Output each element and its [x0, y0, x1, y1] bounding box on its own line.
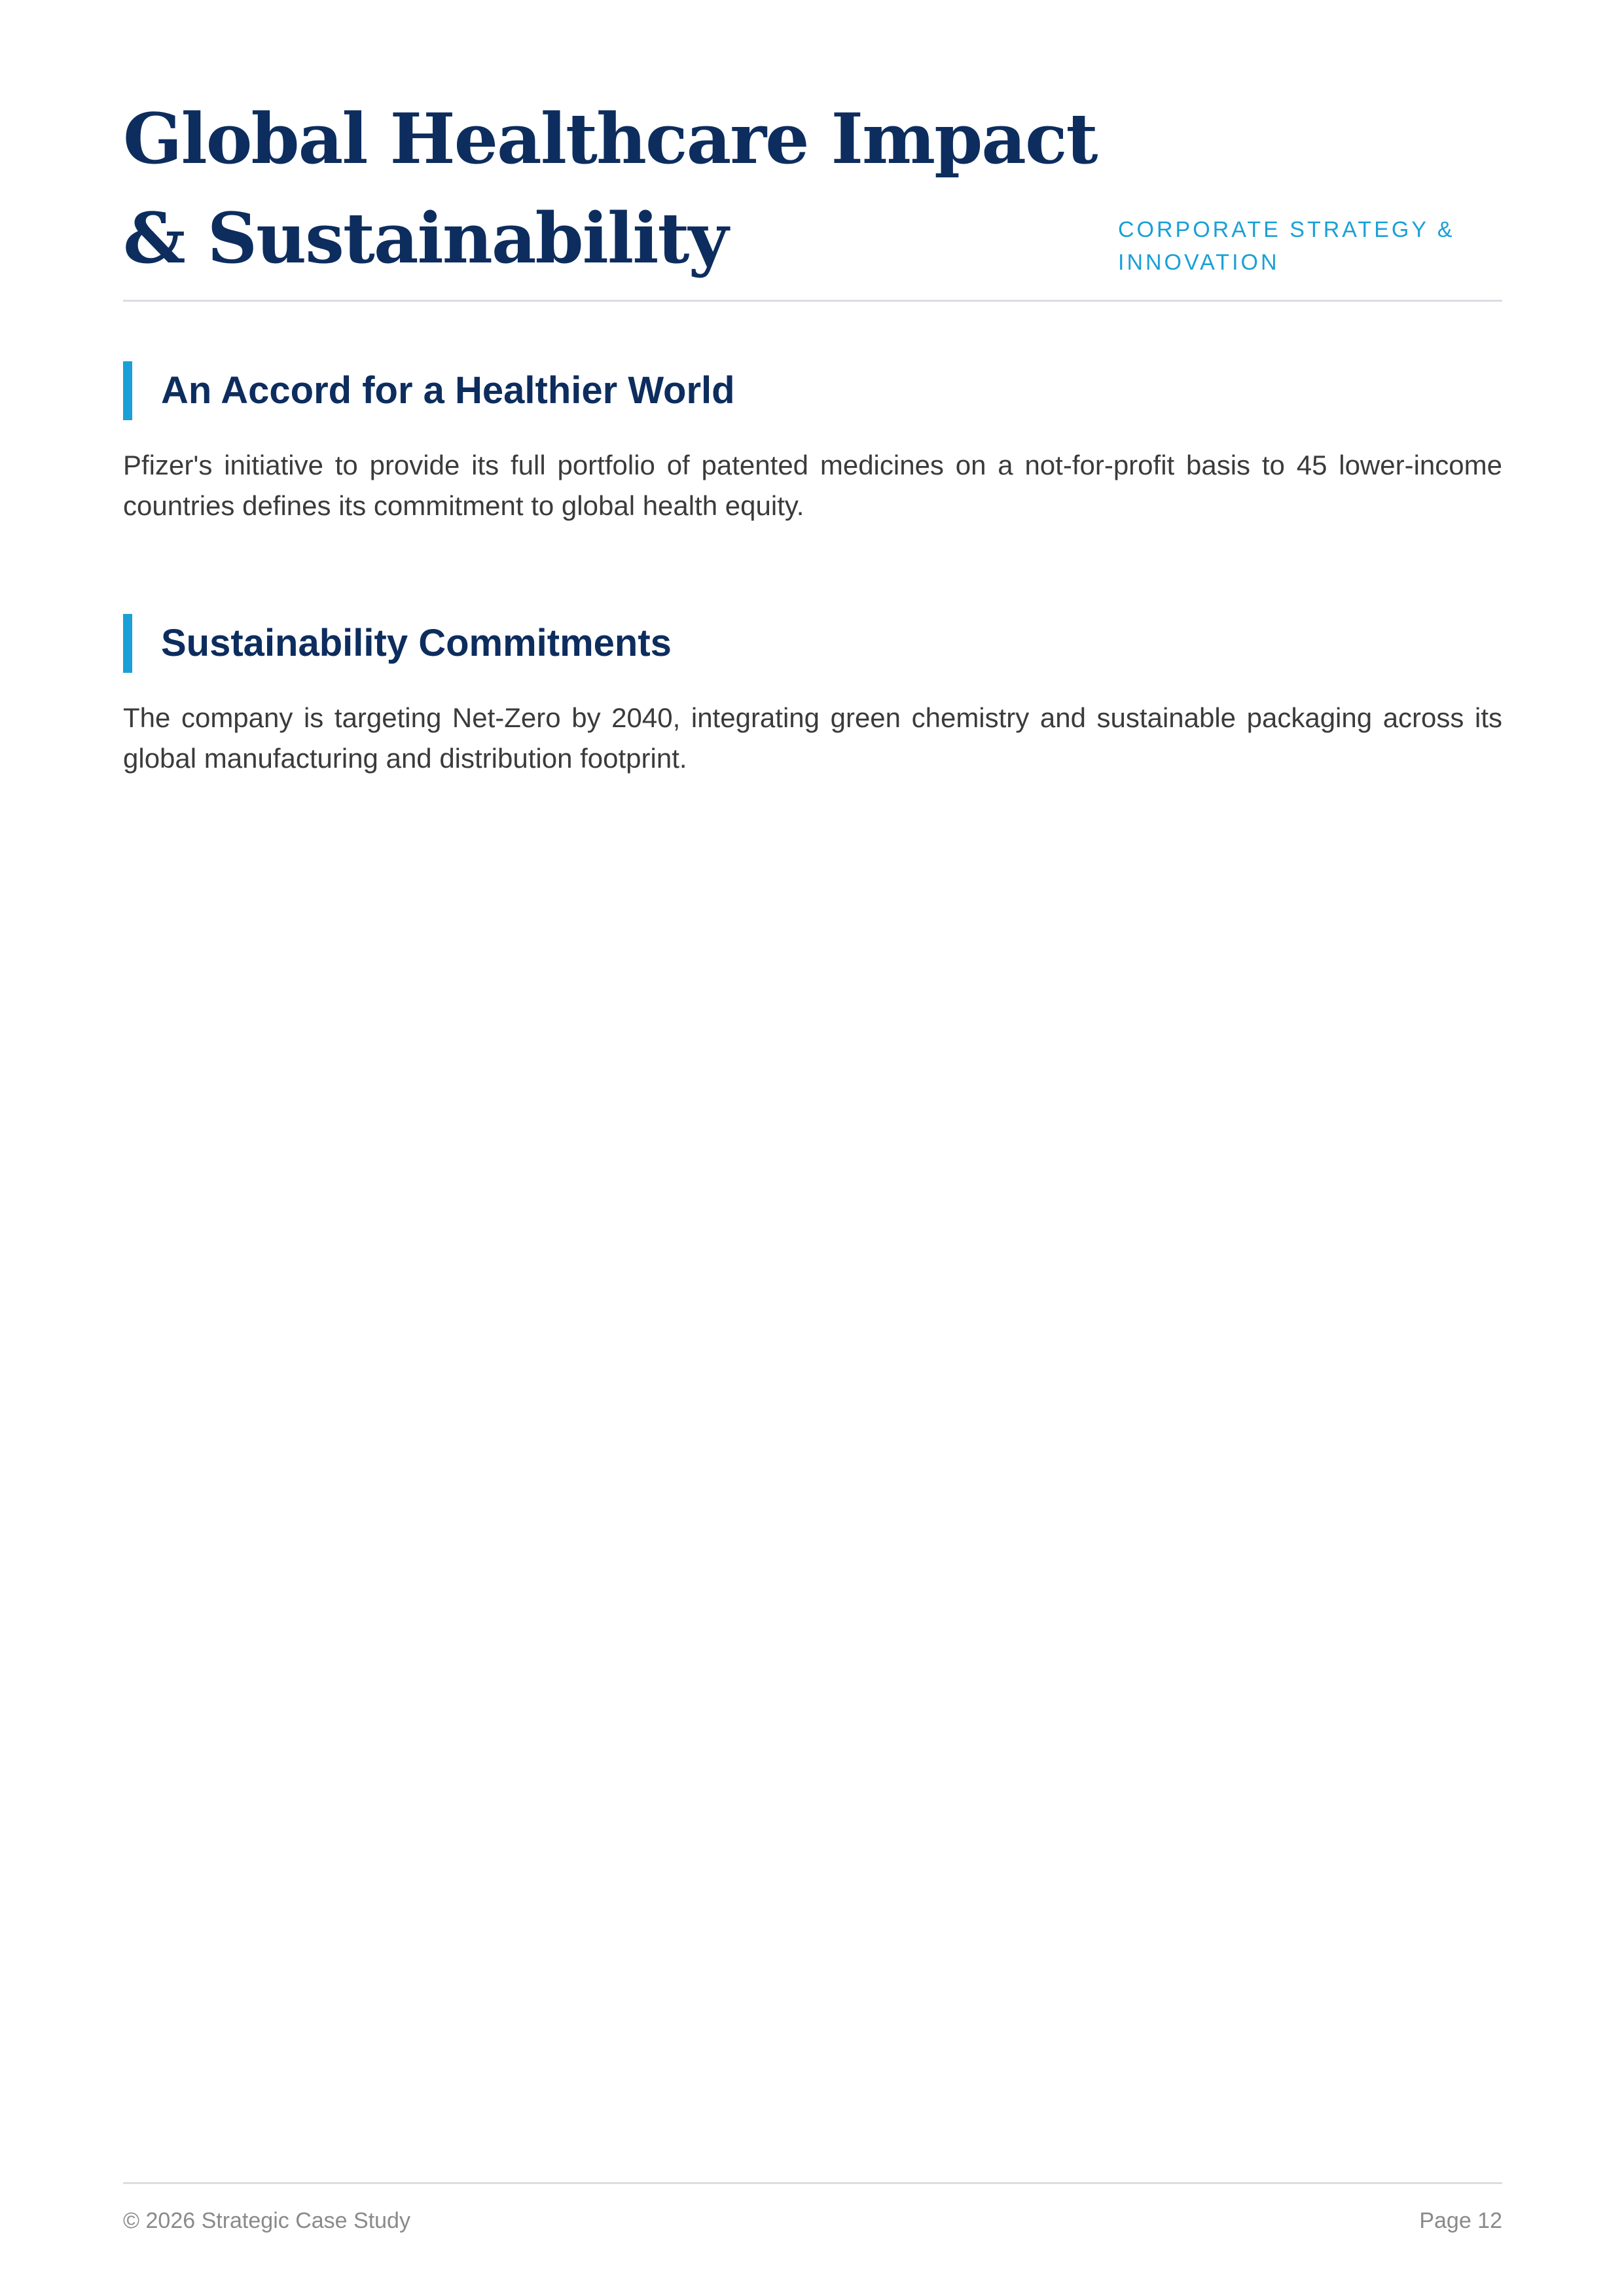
division-label: CORPORATE STRATEGY & INNOVATION — [1118, 217, 1455, 275]
section-body: Pfizer's initiative to provide its full portfolio of patented medicines on a not-for-profit basis to 45 lower-income countries defines its commitment to global health equity. — [123, 450, 1502, 521]
page-header — [123, 85, 1502, 302]
page-title: Global Healthcare Impact & Sustainability — [123, 98, 1097, 279]
section-heading — [123, 614, 1502, 673]
page-footer — [123, 2182, 1502, 2236]
section-body: The company is targeting Net-Zero by 2040, integrating green chemistry and sustainable packaging across its global manufacturing and distribution footprint. — [123, 702, 1502, 774]
section-heading-text: Sustainability Commitments — [161, 622, 672, 664]
accent-bar — [123, 614, 132, 673]
section-sustainability — [123, 614, 1502, 779]
section-accord — [123, 361, 1502, 526]
section-heading-text: An Accord for a Healthier World — [161, 369, 735, 412]
document-page — [123, 0, 1502, 2296]
footer-copyright: © 2026 Strategic Case Study — [123, 2208, 410, 2233]
section-heading — [123, 361, 1502, 420]
accent-bar — [123, 361, 132, 420]
page-number: Page 12 — [1419, 2208, 1502, 2233]
